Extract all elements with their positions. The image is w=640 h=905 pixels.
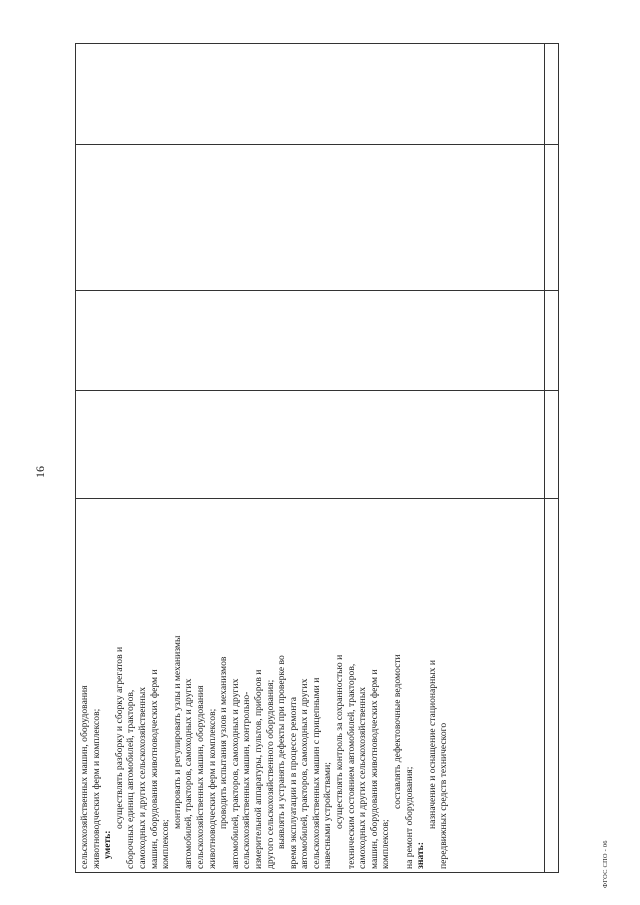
footer-document-code: ФГОС СПО - 06 [602, 840, 609, 888]
text-line: автомобилей, тракторов, самоходных и других [183, 678, 195, 869]
text-line: животноводческих ферм и комплексов; [90, 708, 102, 869]
text-line: сельскохозяйственных машин, оборудования [194, 685, 206, 869]
text-line: осуществлять контроль за сохранностью и [334, 654, 346, 829]
text-line: проводить испытания узлов и механизмов [218, 656, 230, 829]
section-heading-znat: знать: [415, 842, 427, 869]
text-line: измерительной аппаратуры, пультов, приборов и [252, 669, 264, 869]
text-line: время эксплуатации и в процессе ремонта [287, 697, 299, 869]
page-number: 16 [33, 466, 47, 478]
text-line: передвижных средств технического [438, 722, 450, 869]
section-heading-umet: уметь: [102, 830, 114, 859]
text-line: навесными устройствами; [322, 762, 334, 869]
text-line: самоходных и других сельскохозяйственных [136, 686, 148, 869]
text-line: сельскохозяйственных машин, оборудования [79, 685, 90, 869]
text-line: сельскохозяйственных машин, контрольно- [241, 691, 253, 869]
text-line: автомобилей, тракторов, самоходных и других [299, 678, 311, 869]
competency-text-cell [76, 497, 544, 873]
text-line: на ремонт оборудования; [403, 766, 415, 869]
text-line: машин, оборудования животноводческих ферм и [148, 669, 160, 869]
text-line: сельскохозяйственных машин с прицепными и [310, 677, 322, 869]
text-line: монтировать и регулировать узлы и механизмы [171, 635, 183, 829]
column-divider-1 [76, 144, 558, 145]
text-line: комплексов; [380, 819, 392, 869]
text-line: автомобилей, тракторов, самоходных и других [229, 678, 241, 869]
text-line: комплексов; [160, 819, 172, 869]
text-line: животноводческих ферм и комплексов; [206, 708, 218, 869]
text-line: самоходных и других сельскохозяйственных [357, 686, 369, 869]
row-divider [544, 44, 545, 872]
column-divider-2 [76, 290, 558, 291]
text-line: осуществлять разборку и сборку агрегатов и [113, 646, 125, 829]
text-line: машин, оборудования животноводческих ферм и [368, 669, 380, 869]
text-line: назначение и оснащение стационарных и [426, 660, 438, 829]
text-line: сборочных единиц автомобилей, тракторов, [125, 689, 137, 869]
text-line: техническим состоянием автомобилей, тракторов, [345, 663, 357, 869]
column-divider-3 [76, 390, 558, 391]
text-line: выявлять и устранять дефекты при проверке во [276, 655, 288, 849]
text-line: другого сельскохозяйственного оборудования; [264, 679, 276, 869]
text-line: составлять дефектовочные ведомости [392, 654, 404, 809]
